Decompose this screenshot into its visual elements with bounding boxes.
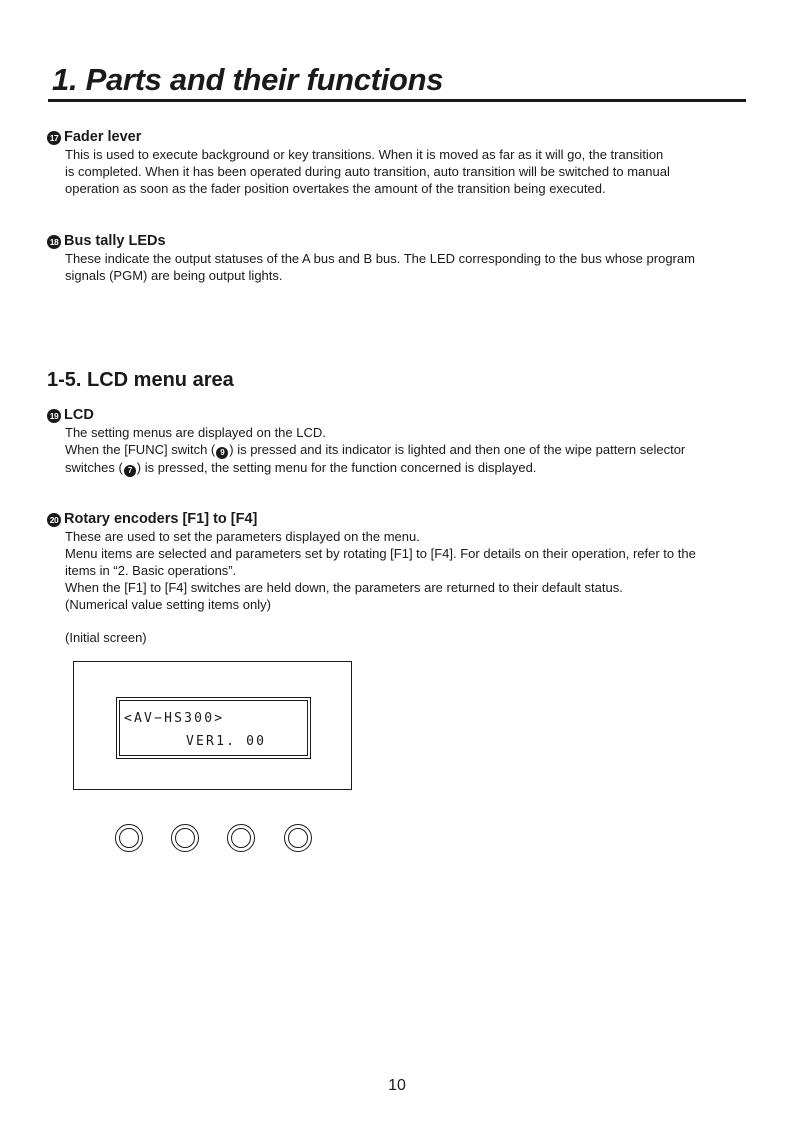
item-bus-tally-description [65,250,745,284]
item-number-badge: 17 [47,131,61,145]
item-title: Rotary encoders [F1] to [F4] [64,511,258,527]
figure-caption: (Initial screen) [65,630,147,645]
item-number-badge: 20 [47,513,61,527]
section-title: 1-5. LCD menu area [47,369,234,391]
item-title: Fader lever [64,129,142,145]
item-bus-tally-heading [47,233,166,250]
text-line: items in “2. Basic operations”. [65,563,237,578]
lcd-screen [119,700,308,756]
item-fader-heading [47,129,141,146]
text-line: signals (PGM) are being output lights. [65,268,283,283]
text-line: operation as soon as the fader position overtakes the amount of the transition being executed. [65,181,606,196]
text-line: These indicate the output statuses of the A bus and B bus. The LED corresponding to the bus whose program [65,251,695,266]
text-fragment: switches ( [65,460,123,475]
reference-badge: 7 [124,465,136,477]
item-lcd-description [65,424,745,477]
text-line: is completed. When it has been operated during auto transition, auto transition will be switched to manual [65,164,670,179]
item-fader-description [65,146,745,197]
rotary-encoder-f3-icon [227,824,255,852]
item-title: LCD [64,407,94,423]
item-rotary-description [65,528,745,613]
item-rotary-heading [47,511,257,528]
rotary-encoder-f2-icon [171,824,199,852]
reference-badge: 9 [216,447,228,459]
chapter-rule [48,99,746,102]
text-line: The setting menus are displayed on the LCD. [65,425,326,440]
text-line: This is used to execute background or key transitions. When it is moved as far as it will go, the transition [65,147,664,162]
page-number: 10 [388,1077,406,1094]
text-line: When the [F1] to [F4] switches are held down, the parameters are returned to their default status. [65,580,623,595]
text-line [65,459,745,477]
text-line: Menu items are selected and parameters set by rotating [F1] to [F4]. For details on their operation, refer to the [65,546,696,561]
lcd-line-2: VER1. 00 [186,734,267,749]
item-title: Bus tally LEDs [64,233,166,249]
text-fragment: ) is pressed and its indicator is lighted and then one of the wipe pattern selector [229,442,686,457]
text-line: These are used to set the parameters displayed on the menu. [65,529,420,544]
rotary-encoder-f1-icon [115,824,143,852]
rotary-encoder-f4-icon [284,824,312,852]
chapter-title: 1. Parts and their functions [52,62,444,97]
text-fragment: When the [FUNC] switch ( [65,442,216,457]
item-number-badge: 19 [47,409,61,423]
item-number-badge: 18 [47,235,61,249]
text-fragment: ) is pressed, the setting menu for the function concerned is displayed. [136,460,537,475]
lcd-line-1: <AV−HS300> [124,711,225,726]
text-line [65,441,745,459]
text-line: (Numerical value setting items only) [65,597,271,612]
item-lcd-heading [47,407,94,424]
